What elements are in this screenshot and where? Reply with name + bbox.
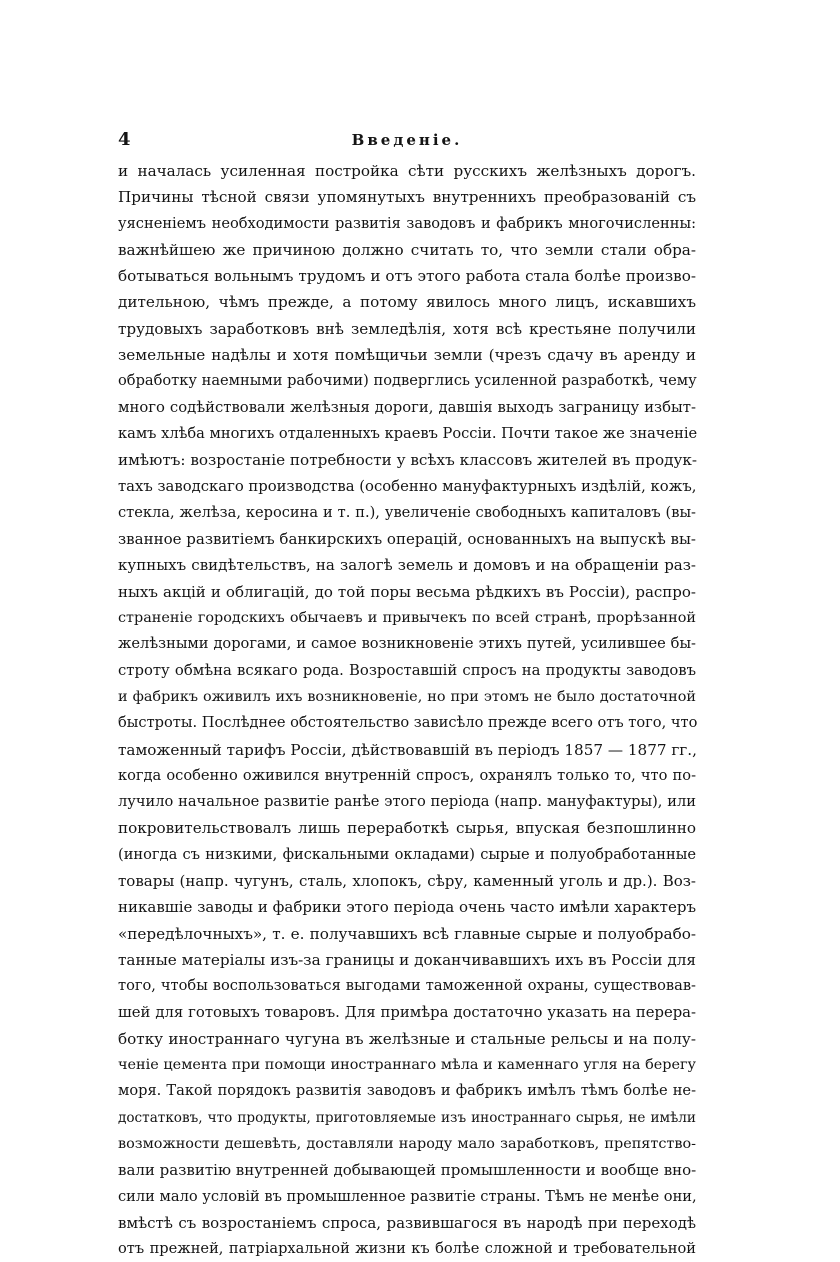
- text-line: шей для готовыхъ товаровъ. Для примѣра достаточно указать на перера-: [118, 1003, 696, 1021]
- section-title: Введеніе.: [351, 131, 463, 149]
- text-line: тахъ заводскаго производства (особенно мануфактурныхъ издѣлій, кожъ,: [118, 477, 697, 495]
- text-line: камъ хлѣба многихъ отдаленныхъ краевъ Россіи. Почти такое же значеніе: [118, 424, 698, 442]
- text-line: сили мало условій въ промышленное развитіе страны. Тѣмъ не менѣе они,: [118, 1187, 697, 1205]
- text-line: много содѣйствовали желѣзныя дороги, давшія выходъ заграницу избыт-: [118, 398, 696, 416]
- text-line: лучило начальное развитіе ранѣе этого періода (напр. мануфактуры), или: [118, 793, 696, 811]
- text-line: быстроты. Послѣднее обстоятельство зависѣло прежде всего отъ того, что: [118, 714, 698, 732]
- text-line: земельные надѣлы и хотя помѣщичьи земли (чрезъ сдачу въ аренду и: [118, 346, 696, 365]
- text-line: (иногда съ низкими, фискальными окладами) сырые и полуобработанные: [118, 845, 696, 863]
- text-line: ныхъ акцій и облигацій, до той поры весьма рѣдкихъ въ Россіи), распро-: [118, 582, 696, 601]
- page-number: 4: [118, 129, 131, 150]
- text-line: возможности дешевѣть, доставляли народу мало заработковъ, препятство-: [118, 1135, 696, 1152]
- text-line: вали развитію внутренней добывающей промышленности и вообще вно-: [118, 1161, 697, 1180]
- text-line: желѣзными дорогами, и самое возникновеніе этихъ путей, усилившее бы-: [118, 635, 696, 653]
- text-line: ченіе цемента при помощи иностраннаго мѣла и каменнаго угля на берегу: [118, 1057, 696, 1074]
- text-line: уясненіемъ необходимости развитія заводовъ и фабрикъ многочисленны:: [118, 214, 696, 232]
- text-line: имѣютъ: возростаніе потребности у всѣхъ классовъ жителей въ продук-: [118, 451, 698, 470]
- text-line: важнѣйшею же причиною должно считать то, что земли стали обра-: [118, 240, 696, 259]
- text-line: «передѣлочныхъ», т. е. получавшихъ всѣ главные сырые и полуобрабо-: [118, 924, 696, 943]
- text-line: строту обмѣна всякаго рода. Возроставшій спросъ на продукты заводовъ: [118, 661, 696, 679]
- text-line: ботываться вольнымъ трудомъ и отъ этого работа стала болѣе произво-: [118, 267, 696, 286]
- text-line: моря. Такой порядокъ развитія заводовъ и фабрикъ имѣлъ тѣмъ болѣе не-: [118, 1082, 696, 1100]
- text-line: купныхъ свидѣтельствъ, на залогѣ земель и домовъ и на обращеніи раз-: [118, 556, 696, 575]
- text-line: достатковъ, что продукты, приготовляемые изъ иностраннаго сырья, не имѣли: [118, 1109, 696, 1126]
- text-line: стекла, желѣза, керосина и т. п.), увеличеніе свободныхъ капиталовъ (вы-: [118, 503, 696, 521]
- running-head: [118, 128, 696, 152]
- text-line: товары (напр. чугунъ, сталь, хлопокъ, сѣру, каменный уголь и др.). Воз-: [118, 872, 696, 891]
- text-line: и фабрикъ оживилъ ихъ возникновеніе, но при этомъ не было достаточной: [118, 688, 696, 705]
- text-line: того, чтобы воспользоваться выгодами таможенной охраны, существовав-: [118, 977, 696, 995]
- text-line: отъ прежней, патріархальной жизни къ болѣе сложной и требовательной: [118, 1240, 696, 1258]
- text-line: Причины тѣсной связи упомянутыхъ внутреннихъ преобразованій съ: [118, 188, 696, 207]
- text-line: вмѣстѣ съ возростаніемъ спроса, развившагося въ народѣ при переходѣ: [118, 1213, 696, 1232]
- text-line: ботку иностраннаго чугуна въ желѣзные и стальные рельсы и на полу-: [118, 1029, 696, 1048]
- text-line: танные матеріалы изъ-за границы и доканчивавшихъ ихъ въ Россіи для: [118, 950, 696, 969]
- text-line: трудовыхъ заработковъ внѣ земледѣлія, хотя всѣ крестьяне получили: [118, 319, 696, 338]
- text-line: покровительствовалъ лишь переработкѣ сырья, впуская безпошлинно: [118, 819, 696, 838]
- text-line: званное развитіемъ банкирскихъ операцій, основанныхъ на выпускѣ вы-: [118, 530, 696, 549]
- text-line: дительною, чѣмъ прежде, а потому явилось много лицъ, искавшихъ: [118, 293, 696, 312]
- text-line: обработку наемными рабочими) подверглись усиленной разработкѣ, чему: [118, 372, 697, 390]
- text-line: страненіе городскихъ обычаевъ и привычекъ по всей странѣ, прорѣзанной: [118, 610, 696, 627]
- text-line: никавшіе заводы и фабрики этого періода очень часто имѣли характеръ: [118, 898, 696, 917]
- text-line: таможенный тарифъ Россіи, дѣйствовавшій въ періодъ 1857 — 1877 гг.,: [118, 740, 697, 759]
- text-line: и началась усиленная постройка сѣти русскихъ желѣзныхъ дорогъ.: [118, 162, 696, 180]
- text-line: когда особенно оживился внутренній спросъ, охранялъ только то, что по-: [118, 766, 696, 784]
- body-text: [118, 158, 696, 1262]
